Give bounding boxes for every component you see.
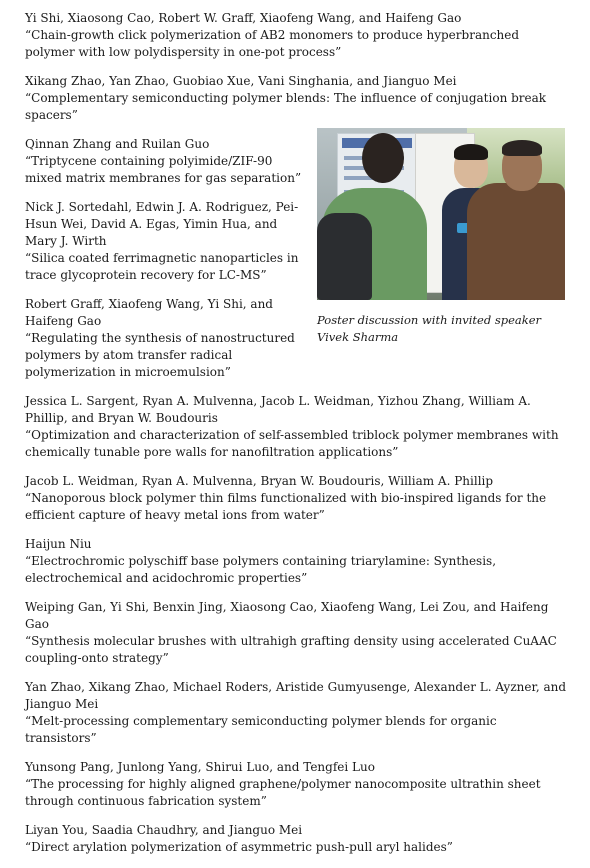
- entry-title: “Nanoporous block polymer thin films functionalized with bio-inspired ligands for the efficient capture of heavy metal ions from water”: [25, 491, 547, 522]
- entry-authors: Robert Graff, Xiaofeng Wang, Yi Shi, and Haifeng Gao: [25, 297, 273, 328]
- entry-9: [25, 599, 570, 667]
- entry-title: “Electrochromic polyschiff base polymers containing triarylamine: Synthesis, electrochemical and acidochromic properties”: [25, 554, 497, 585]
- entry-title: “Chain-growth click polymerization of AB2 monomers to produce hyperbranched polymer with low polydispersity in one-pot process”: [25, 28, 520, 59]
- entry-title: “Melt-processing complementary semiconducting polymer blends for organic transistors”: [25, 714, 497, 745]
- photo-person-right: [467, 183, 565, 300]
- poster-discussion-photo: [317, 128, 565, 300]
- entry-2: [25, 73, 570, 124]
- entry-7: [25, 473, 570, 524]
- poster-figure: [317, 128, 565, 346]
- photo-backpack: [317, 213, 372, 300]
- photo-person-left-head: [362, 133, 404, 183]
- entry-authors: Liyan You, Saadia Chaudhry, and Jianguo Mei: [25, 823, 303, 837]
- entry-authors: Weiping Gan, Yi Shi, Benxin Jing, Xiaosong Cao, Xiaofeng Wang, Lei Zou, and Haifeng Gao: [25, 600, 549, 631]
- entry-3: [25, 136, 307, 187]
- entry-title: “Silica coated ferrimagnetic nanoparticles in trace glycoprotein recovery for LC-MS”: [25, 251, 299, 282]
- photo-person-center-hair: [454, 144, 488, 160]
- entry-4: [25, 199, 307, 284]
- entry-10: [25, 679, 570, 747]
- entry-8: [25, 536, 570, 587]
- entry-authors: Jacob L. Weidman, Ryan A. Mulvenna, Bryan W. Boudouris, William A. Phillip: [25, 474, 494, 488]
- entry-authors: Yunsong Pang, Junlong Yang, Shirui Luo, and Tengfei Luo: [25, 760, 375, 774]
- entry-title: “Direct arylation polymerization of asymmetric push-pull aryl halides”: [25, 840, 453, 854]
- entry-title: “Complementary semiconducting polymer blends: The influence of conjugation break spacers”: [25, 91, 547, 122]
- entry-authors: Yan Zhao, Xikang Zhao, Michael Roders, Aristide Gumyusenge, Alexander L. Ayzner, and Jianguo Mei: [25, 680, 567, 711]
- entry-authors: Yi Shi, Xiaosong Cao, Robert W. Graff, Xiaofeng Wang, and Haifeng Gao: [25, 11, 462, 25]
- entry-5: [25, 296, 307, 381]
- entry-authors: Jessica L. Sargent, Ryan A. Mulvenna, Jacob L. Weidman, Yizhou Zhang, William A. Phillip, and Bryan W. Boudouris: [25, 394, 531, 425]
- entry-authors: Nick J. Sortedahl, Edwin J. A. Rodriguez, Pei-Hsun Wei, David A. Egas, Yimin Hua, and Mary J. Wirth: [25, 200, 299, 248]
- entry-authors: Xikang Zhao, Yan Zhao, Guobiao Xue, Vani Singhania, and Jianguo Mei: [25, 74, 457, 88]
- entry-title: “Synthesis molecular brushes with ultrahigh grafting density using accelerated CuAAC coupling-onto strategy”: [25, 634, 557, 665]
- entry-title: “Triptycene containing polyimide/ZIF-90 mixed matrix membranes for gas separation”: [25, 154, 302, 185]
- entry-12: [25, 822, 570, 856]
- entry-authors: Qinnan Zhang and Ruilan Guo: [25, 137, 210, 151]
- entry-title: “The processing for highly aligned graphene/polymer nanocomposite ultrathin sheet through continuous fabrication system”: [25, 777, 541, 808]
- entry-authors: Haijun Niu: [25, 537, 92, 551]
- photo-person-right-hair: [502, 140, 542, 156]
- figure-caption: Poster discussion with invited speaker Vivek Sharma: [317, 313, 542, 344]
- entry-6: [25, 393, 570, 461]
- entry-1: [25, 10, 570, 61]
- entry-title: “Optimization and characterization of self-assembled triblock polymer membranes with chemically tunable pore walls for nanofiltration applications”: [25, 428, 559, 459]
- entry-title: “Regulating the synthesis of nanostructured polymers by atom transfer radical polymerization in microemulsion”: [25, 331, 295, 379]
- entry-11: [25, 759, 570, 810]
